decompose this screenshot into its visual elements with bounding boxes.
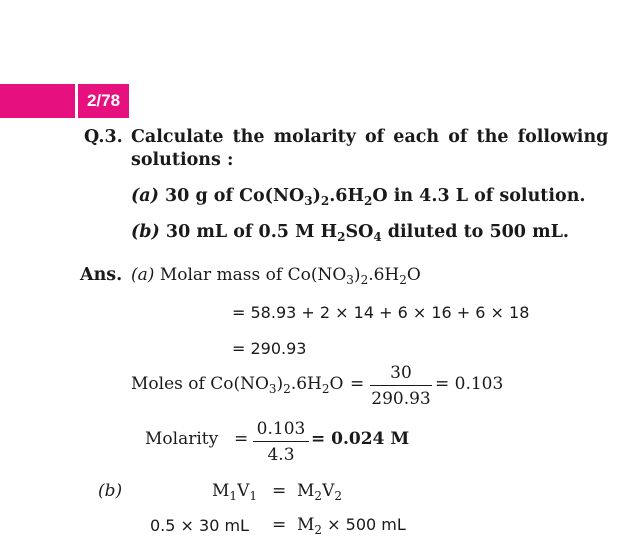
m1: M (212, 481, 230, 501)
part-b-mid: SO (345, 222, 374, 242)
v2-sub: 2 (334, 489, 342, 503)
moles-numerator: 30 (370, 363, 432, 386)
molarity-label: Molarity (145, 429, 219, 449)
moles-fraction (370, 363, 432, 409)
line2-m2-sub: 2 (314, 523, 323, 537)
part-a-mid2: .6H (329, 186, 365, 206)
answer-a-label: (a) (131, 265, 155, 285)
dilution-line2-left: 0.5 × 30 mL (150, 516, 249, 535)
question-part-b (131, 222, 569, 244)
molarity-numerator: 0.103 (253, 419, 309, 442)
moles-denominator: 290.93 (371, 389, 431, 409)
dilution-left (212, 481, 257, 503)
molarity-result: = 0.024 M (311, 429, 410, 449)
molarity-equals: = (234, 429, 249, 449)
question-part-a (131, 186, 586, 208)
part-b-label: (b) (131, 222, 160, 242)
part-a-label: (a) (131, 186, 159, 206)
mm-mid2: .6H (368, 265, 400, 285)
molarity-denominator: 4.3 (267, 445, 295, 465)
answer-label: Ans. (80, 265, 123, 285)
mo-mid: ) (276, 374, 284, 394)
part-a-mid: ) (312, 186, 321, 206)
question-text-line2: solutions : (131, 150, 234, 170)
molar-mass-line (131, 265, 421, 287)
question-text-line1: Calculate the molarity of each of the following (131, 127, 609, 147)
mm-sub2: 2 (360, 273, 369, 287)
part-a-sub1: 3 (304, 194, 313, 208)
mo-mid2: .6H (290, 374, 322, 394)
v2: V (322, 481, 335, 501)
calc-line-2: = 290.93 (232, 339, 307, 358)
mo-sub1: 3 (268, 382, 277, 396)
line2-m2: M (297, 515, 315, 535)
mo-end: O (329, 374, 344, 394)
moles-equals: = (350, 374, 365, 394)
v1-sub: 1 (249, 489, 257, 503)
mo-sub3: 2 (321, 382, 330, 396)
molarity-fraction (253, 419, 309, 465)
page-number-badge: 2/78 (78, 84, 129, 118)
part-a-sub2: 2 (320, 194, 330, 208)
question-number: Q.3. (84, 127, 123, 147)
moles-text: Moles of Co(NO (131, 374, 269, 394)
dilution-equals-1: = (272, 481, 287, 501)
m1-sub: 1 (229, 489, 238, 503)
v1: V (237, 481, 250, 501)
mm-mid: ) (353, 265, 361, 285)
part-b-sub1: 2 (337, 230, 346, 244)
moles-line (131, 374, 343, 396)
m2: M (297, 481, 315, 501)
molar-mass-text: Molar mass of Co(NO (159, 265, 347, 285)
part-b-sub2: 4 (373, 230, 382, 244)
dilution-right (297, 481, 342, 503)
calc-line-1: = 58.93 + 2 × 14 + 6 × 16 + 6 × 18 (232, 303, 530, 322)
mm-sub3: 2 (399, 273, 407, 287)
mm-sub1: 3 (346, 273, 354, 287)
mo-sub2: 2 (283, 382, 291, 396)
part-b-end: diluted to 500 mL. (381, 222, 569, 242)
moles-result: = 0.103 (435, 374, 504, 394)
dilution-equals-2: = (272, 515, 287, 535)
line2-rest: × 500 mL (322, 515, 406, 534)
m2-sub: 2 (314, 489, 323, 503)
dilution-line2-right (297, 515, 406, 537)
header-accent-bar (0, 84, 75, 118)
part-b-text: 30 mL of 0.5 M H (165, 222, 338, 242)
part-a-end: O in 4.3 L of solution. (372, 186, 586, 206)
answer-b-label: (b) (98, 481, 123, 501)
part-a-text: 30 g of Co(NO (165, 186, 305, 206)
part-a-sub3: 2 (364, 194, 373, 208)
mm-end: O (406, 265, 421, 285)
